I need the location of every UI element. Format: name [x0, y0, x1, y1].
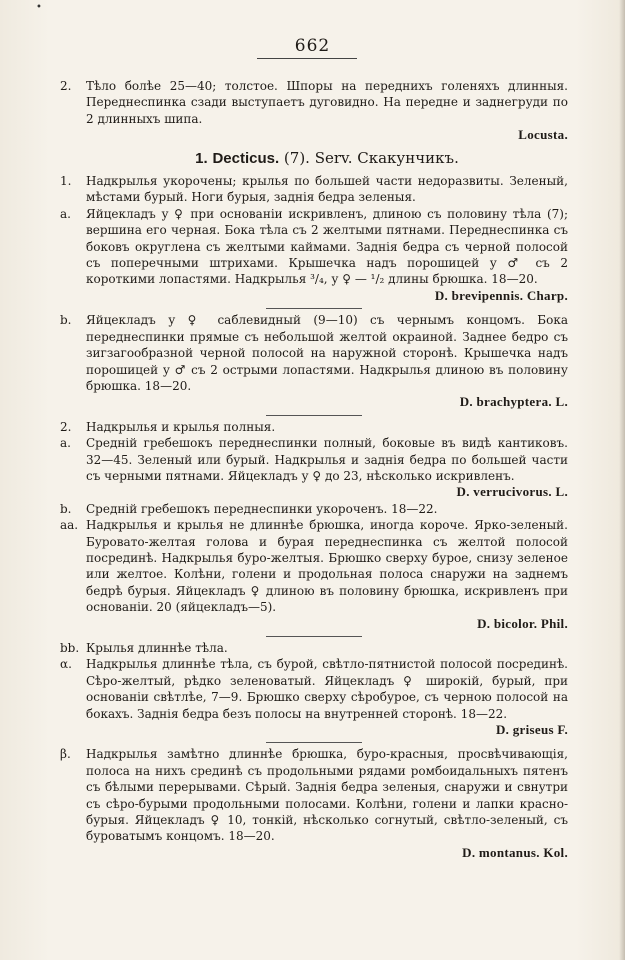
- entry-text: Тѣло болѣе 25—40; толстое. Шпоры на переднихъ голеняхъ длинныя. Переднеспинка сзади выступаетъ дуговидно. На передне и заднегруди по 2 длинныхъ шипа.: [86, 79, 568, 126]
- entry-marker: b.: [60, 313, 72, 328]
- species-name: D. bicolor. Phil.: [477, 615, 568, 631]
- page-body: [60, 78, 568, 861]
- key-entry: [60, 517, 568, 632]
- key-entry: [60, 419, 568, 435]
- genus-heading: [60, 150, 568, 167]
- key-entry: [60, 746, 568, 861]
- entry-text: Надкрылья и крылья не длиннѣе брюшка, иногда короче. Ярко-зеленый. Буровато-желтая голова и бурая переднеспинка съ желтой полосой посрединѣ. Надкрылья буро-желтыя. Брюшко сверху бурое, снизу зеленое или желтое. Колѣни, голени и продольная полоса снаружи на заднемъ бедрѣ бурыя. Яйцекладъ ♀ длиною въ половину брюшка, искривленъ при основаніи. 20 (яйцекладъ—5).: [86, 518, 568, 615]
- entry-marker: a.: [60, 436, 71, 451]
- genus-number: 1.: [195, 149, 208, 167]
- corner-mark: •: [36, 2, 42, 13]
- entry-marker: β.: [60, 747, 71, 762]
- entry-text: Яйцекладъ у ♀ саблевидный (9—10) съ чернымъ концомъ. Бока переднеспинки прямые съ небольшой желтой окраиной. Заднее бедро съ зигзагообразной черной полосой на наружной сторонѣ. Крышечка надъ порошицей у ♂ съ 2 острыми лопастями. Надкрылья длиною въ половину брюшка. 18—20.: [86, 313, 568, 393]
- entry-divider: [266, 308, 362, 309]
- entry-divider: [266, 415, 362, 416]
- entry-marker: bb.: [60, 641, 80, 655]
- species-name: D. brevipennis. Charp.: [434, 287, 568, 303]
- key-entry: [60, 78, 568, 144]
- entry-marker: a.: [60, 206, 71, 221]
- entry-text: Надкрылья укорочены; крылья по большей части недоразвиты. Зеленый, мѣстами бурый. Ноги бурыя, заднія бедра зеленыя.: [86, 174, 568, 205]
- species-name: D. brachyptera. L.: [459, 394, 568, 410]
- entry-text: Средній гребешокъ переднеспинки полный, боковые въ видѣ кантиковъ. 32—45. Зеленый или бурый. Надкрылья и заднія бедра по большей части съ черными пятнами. Яйцекладъ у ♀ до 23, нѣсколько искривленъ.: [86, 436, 568, 483]
- species-name: Locusta.: [518, 127, 568, 143]
- entry-text: Надкрылья замѣтно длиннѣе брюшка, буро-красныя, просвѣчивающія, полоса на нихъ срединѣ съ продольными рядами ромбоидальныхъ пятенъ съ бѣлыми перерывами. Сѣрый. Заднія бедра зеленыя, снаружи и свнутри съ сѣро-бурыми продольными полосами. Колѣни, голени и лапки красно-бурыя. Яйцекладъ ♀ 10, тонкій, нѣсколько согнутый, свѣтло-зеленый, съ буроватымъ концомъ. 18—20.: [86, 747, 568, 844]
- entry-marker: aa.: [60, 518, 79, 533]
- entry-text: Крылья длиннѣе тѣла.: [86, 641, 228, 655]
- key-entry: [60, 656, 568, 738]
- entry-divider: [266, 742, 362, 743]
- species-name: D. verrucivorus. L.: [456, 484, 568, 500]
- species-name: D. montanus. Kol.: [462, 844, 568, 860]
- entry-marker: 2.: [60, 419, 72, 434]
- genus-name: Decticus.: [212, 149, 280, 167]
- entry-divider: [266, 636, 362, 637]
- header-rule: [257, 58, 357, 59]
- page-number: 662: [294, 36, 331, 56]
- entry-marker: α.: [60, 657, 72, 672]
- entry-text: Надкрылья длиннѣе тѣла, съ бурой, свѣтло-пятнистой полосой посрединѣ. Сѣро-желтый, рѣдко зеленоватый. Яйцекладъ ♀ широкій, бурый, при основаніи свѣтлѣе, 7—9. Брюшко сверху сѣробурое, съ черною полосой на бокахъ. Заднія бедра безъ полосы на внутренней сторонѣ. 18—22.: [86, 657, 568, 721]
- key-entry: [60, 312, 568, 410]
- genus-authority: (7). Serv. Скакунчикъ.: [283, 148, 459, 167]
- page-edge-shadow: [619, 0, 625, 960]
- entry-text: Яйцекладъ у ♀ при основаніи искривленъ, длиною съ половину тѣла (7); вершина его черная. Бока тѣла съ 2 желтыми пятнами. Переднеспинка съ боковъ округлена съ желтыми каймами. Заднія бедра съ черной полосой съ поперечными штрихами. Крышечка надъ порошицей у ♂ съ 2 короткими лопастями. Надкрылья ³/₄, у ♀ — ¹/₂ длины брюшка. 18—20.: [86, 206, 568, 287]
- entry-marker: 1.: [60, 174, 72, 189]
- key-entry: [60, 435, 568, 501]
- key-entry: [60, 640, 568, 656]
- entry-marker: b.: [60, 501, 72, 516]
- key-entry: [60, 501, 568, 517]
- entry-text: Средній гребешокъ переднеспинки укороченъ. 18—22.: [86, 501, 438, 516]
- key-entry: [60, 206, 568, 304]
- key-entry: [60, 173, 568, 206]
- species-name: D. griseus F.: [495, 722, 568, 738]
- entry-marker: 2.: [60, 79, 72, 93]
- entry-text: Надкрылья и крылья полныя.: [86, 419, 276, 434]
